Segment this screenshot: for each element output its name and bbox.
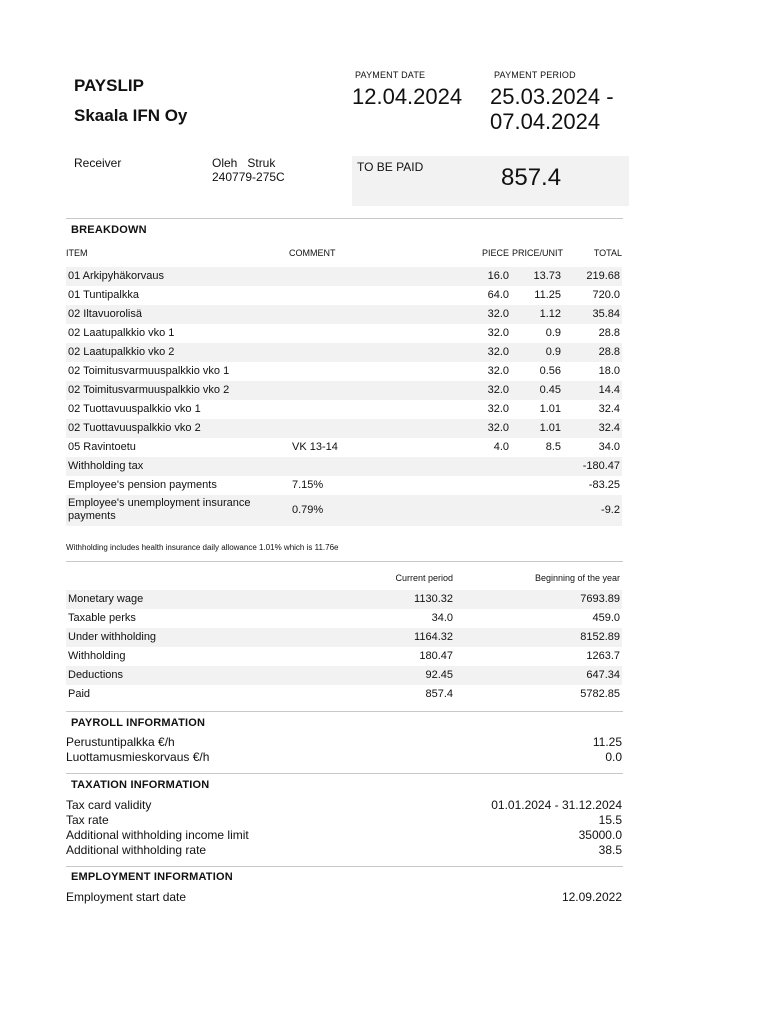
breakdown-row (66, 381, 622, 400)
employment-title: EMPLOYMENT INFORMATION (71, 871, 233, 883)
summary-row (66, 647, 622, 666)
breakdown-row (66, 305, 622, 324)
row-piece: 16.0 (487, 270, 509, 282)
employment-label: Employment start date (66, 890, 187, 904)
row-item: 02 Tuottavuuspalkkio vko 2 (68, 422, 201, 434)
summary-beginning: 459.0 (592, 612, 620, 624)
summary-label: Paid (68, 688, 91, 700)
breakdown-row (66, 362, 622, 381)
taxation-label: Tax card validity (66, 798, 152, 812)
col-total-header: TOTAL (593, 248, 622, 258)
row-piece: 32.0 (487, 327, 509, 339)
row-item: Employee's pension payments (68, 479, 217, 491)
row-price: 0.45 (539, 384, 561, 396)
taxation-value: 35000.0 (578, 828, 622, 842)
employment-row (66, 890, 622, 905)
row-item: Withholding tax (68, 460, 144, 472)
summary-row (66, 666, 622, 685)
breakdown-header (66, 248, 622, 262)
col-piece-header: PIECE (482, 248, 510, 258)
taxation-title: TAXATION INFORMATION (71, 779, 210, 791)
row-item: 02 Iltavuorolisä (68, 308, 142, 320)
summary-row (66, 590, 622, 609)
breakdown-table (66, 248, 622, 526)
summary-row (66, 628, 622, 647)
payment-period-start: 25.03.2024 - (490, 84, 614, 109)
current-period-header: Current period (395, 573, 453, 583)
to-be-paid-label: TO BE PAID (357, 160, 424, 174)
row-total: 14.4 (598, 384, 620, 396)
breakdown-title: BREAKDOWN (71, 224, 147, 236)
breakdown-row (66, 267, 622, 286)
row-item: 02 Tuottavuuspalkkio vko 1 (68, 403, 201, 415)
summary-beginning: 7693.89 (580, 593, 620, 605)
row-price: 11.25 (534, 289, 561, 301)
summary-current: 857.4 (425, 688, 453, 700)
taxation-label: Additional withholding rate (66, 843, 207, 857)
row-price: 0.9 (545, 327, 561, 339)
summary-table (66, 572, 622, 704)
row-item: 02 Toimitusvarmuuspalkkio vko 1 (68, 365, 230, 377)
divider (66, 711, 623, 712)
breakdown-row (66, 324, 622, 343)
summary-beginning: 5782.85 (580, 688, 620, 700)
taxation-label: Additional withholding income limit (66, 828, 249, 842)
payroll-list (66, 735, 622, 765)
company-name: Skaala IFN Oy (74, 106, 188, 125)
receiver-name: Oleh Struk (212, 156, 276, 170)
payroll-row (66, 750, 622, 765)
row-piece: 32.0 (487, 308, 509, 320)
payroll-label: Perustuntipalkka €/h (66, 735, 175, 749)
row-price: 8.5 (545, 441, 561, 453)
beginning-of-year-header: Beginning of the year (534, 573, 620, 583)
payment-date-label: PAYMENT DATE (355, 70, 426, 80)
row-item: 01 Arkipyhäkorvaus (68, 270, 164, 282)
taxation-value: 38.5 (598, 843, 622, 857)
receiver-info (212, 156, 285, 184)
row-item: 05 Ravintoetu (68, 441, 136, 453)
payroll-title: PAYROLL INFORMATION (71, 717, 206, 729)
row-piece: 32.0 (487, 384, 509, 396)
row-price: 0.9 (545, 346, 561, 358)
row-price: 1.12 (539, 308, 561, 320)
col-item-header: ITEM (66, 248, 88, 258)
divider (66, 773, 623, 774)
payment-period-end: 07.04.2024 (490, 109, 601, 134)
breakdown-row (66, 400, 622, 419)
row-price: 1.01 (539, 403, 561, 415)
payment-period-label: PAYMENT PERIOD (494, 70, 576, 80)
payroll-label: Luottamusmieskorvaus €/h (66, 750, 210, 764)
row-price: 1.01 (539, 422, 561, 434)
payslip-title: PAYSLIP (74, 76, 144, 95)
row-item: 02 Laatupalkkio vko 2 (68, 346, 175, 358)
breakdown-row (66, 457, 622, 476)
taxation-row (66, 813, 622, 828)
col-price-header: PRICE/UNIT (512, 248, 564, 258)
employment-value: 12.09.2022 (561, 890, 622, 904)
divider (66, 561, 623, 562)
row-total: 34.0 (598, 441, 620, 453)
row-piece: 4.0 (493, 441, 509, 453)
row-total: 32.4 (598, 422, 620, 434)
receiver-id: 240779-275C (212, 170, 285, 184)
summary-current: 34.0 (431, 612, 453, 624)
receiver-label: Receiver (74, 156, 122, 170)
row-total: 28.8 (598, 327, 620, 339)
divider (66, 866, 623, 867)
taxation-row (66, 828, 622, 843)
summary-label: Taxable perks (68, 612, 136, 624)
taxation-row (66, 798, 622, 813)
payroll-row (66, 735, 622, 750)
row-item: 02 Toimitusvarmuuspalkkio vko 2 (68, 384, 230, 396)
payroll-value: 11.25 (592, 735, 622, 749)
row-price: 0.56 (539, 365, 561, 377)
row-price: 13.73 (533, 270, 561, 282)
row-piece: 32.0 (487, 422, 509, 434)
summary-row (66, 609, 622, 628)
row-comment: VK 13-14 (292, 441, 338, 453)
row-item: 01 Tuntipalkka (68, 289, 139, 301)
summary-label: Under withholding (68, 631, 157, 643)
summary-current: 1164.32 (414, 631, 453, 643)
summary-row (66, 685, 622, 704)
taxation-label: Tax rate (66, 813, 109, 827)
employment-list (66, 890, 622, 905)
taxation-list (66, 798, 622, 858)
row-total: 35.84 (592, 308, 620, 320)
row-total: 219.68 (586, 270, 620, 282)
to-be-paid-value: 857.4 (501, 164, 562, 191)
row-piece: 32.0 (487, 346, 509, 358)
row-total: -83.25 (588, 479, 620, 491)
summary-current: 1130.32 (414, 593, 453, 605)
summary-header (66, 572, 622, 590)
row-comment: 7.15% (292, 479, 324, 491)
row-piece: 32.0 (487, 365, 509, 377)
row-total: -180.47 (582, 460, 620, 472)
row-comment: 0.79% (292, 504, 324, 516)
payroll-value: 0.0 (605, 750, 622, 764)
breakdown-row (66, 419, 622, 438)
summary-label: Deductions (68, 669, 124, 681)
row-item: 02 Laatupalkkio vko 1 (68, 327, 175, 339)
col-comment-header: COMMENT (289, 248, 336, 258)
summary-current: 92.45 (425, 669, 453, 681)
breakdown-row (66, 495, 622, 526)
summary-current: 180.47 (419, 650, 453, 662)
row-piece: 32.0 (487, 403, 509, 415)
summary-beginning: 647.34 (586, 669, 620, 681)
breakdown-row (66, 476, 622, 495)
row-total: 28.8 (598, 346, 620, 358)
withholding-note: Withholding includes health insurance daily allowance 1.01% which is 11.76e (66, 543, 339, 552)
breakdown-row (66, 438, 622, 457)
summary-label: Withholding (68, 650, 126, 662)
to-be-paid-box (352, 156, 629, 206)
taxation-value: 15.5 (598, 813, 622, 827)
row-total: 720.0 (592, 289, 620, 301)
row-total: 18.0 (598, 365, 620, 377)
breakdown-row (66, 343, 622, 362)
payment-date-value: 12.04.2024 (352, 84, 463, 109)
row-piece: 64.0 (487, 289, 509, 301)
divider (66, 218, 623, 219)
row-total: 32.4 (598, 403, 620, 415)
summary-beginning: 8152.89 (580, 631, 620, 643)
summary-label: Monetary wage (68, 593, 144, 605)
taxation-row (66, 843, 622, 858)
breakdown-row (66, 286, 622, 305)
row-item: Employee's unemployment insurance payments (68, 497, 251, 522)
row-total: -9.2 (601, 504, 620, 516)
summary-beginning: 1263.7 (586, 650, 620, 662)
taxation-value: 01.01.2024 - 31.12.2024 (491, 798, 622, 812)
